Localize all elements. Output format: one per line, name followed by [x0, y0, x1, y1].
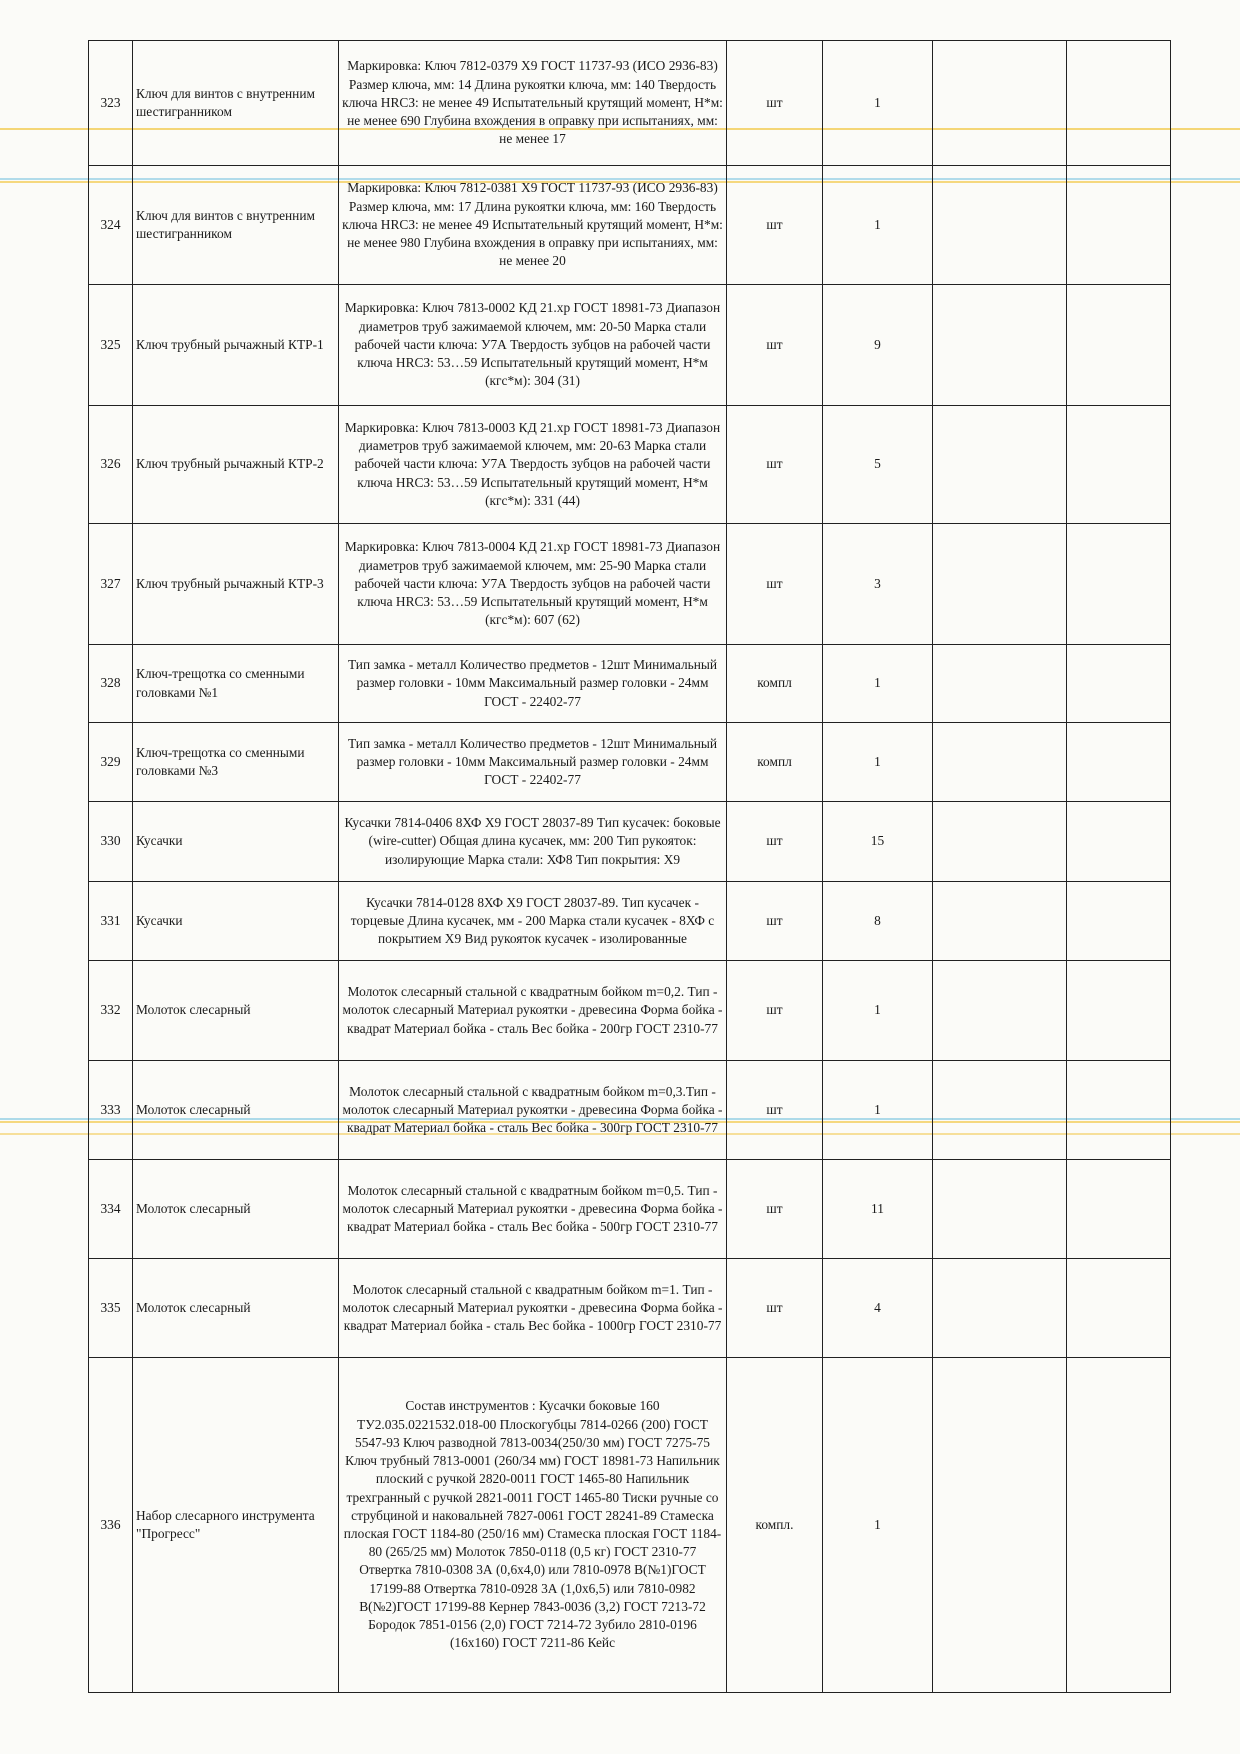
table-row [89, 1061, 1171, 1160]
empty-cell [1067, 1358, 1171, 1693]
item-unit: шт [727, 1259, 823, 1358]
table-row [89, 285, 1171, 406]
specification-table [88, 40, 1171, 1693]
empty-cell [1067, 1061, 1171, 1160]
table-row [89, 406, 1171, 524]
empty-cell [933, 1160, 1067, 1259]
item-description: Маркировка: Ключ 7813-0004 КД 21.хр ГОСТ 18981-73 Диапазон диаметров труб зажимаемой ключем, мм: 25-90 Марка стали рабочей части ключа: У7А Твердость зубцов на рабочей части ключа HRCЗ: 53…59 Испытательный крутящий момент, Н*м (кгс*м): 607 (62) [339, 524, 727, 645]
empty-cell [933, 1358, 1067, 1693]
empty-cell [1067, 1160, 1171, 1259]
empty-cell [1067, 285, 1171, 406]
item-name: Ключ трубный рычажный КТР-2 [133, 406, 339, 524]
empty-cell [933, 41, 1067, 166]
item-name: Ключ трубный рычажный КТР-3 [133, 524, 339, 645]
item-quantity: 1 [823, 1358, 933, 1693]
table-row [89, 1160, 1171, 1259]
item-description: Маркировка: Ключ 7812-0381 Х9 ГОСТ 11737-93 (ИСО 2936-83) Размер ключа, мм: 17 Длина рукоятки ключа, мм: 160 Твердость ключа HRCЗ: не менее 49 Испытательный крутящий момент, Н*м: не менее 980 Глубина вхождения в оправку при испытаниях, мм: не менее 20 [339, 166, 727, 285]
empty-cell [933, 285, 1067, 406]
item-name: Кусачки [133, 882, 339, 961]
table-row [89, 41, 1171, 166]
item-name: Ключ трубный рычажный КТР-1 [133, 285, 339, 406]
empty-cell [933, 166, 1067, 285]
item-name: Набор слесарного инструмента "Прогресс" [133, 1358, 339, 1693]
item-name: Ключ для винтов с внутренним шестигранником [133, 41, 339, 166]
row-number: 327 [89, 524, 133, 645]
row-number: 330 [89, 802, 133, 882]
row-number: 332 [89, 961, 133, 1061]
empty-cell [933, 1259, 1067, 1358]
item-quantity: 1 [823, 41, 933, 166]
item-unit: компл. [727, 1358, 823, 1693]
item-description: Молоток слесарный стальной с квадратным бойком m=0,2. Тип - молоток слесарный Материал рукоятки - древесина Форма бойка - квадрат Материал бойка - сталь Вес бойка - 200гр ГОСТ 2310-77 [339, 961, 727, 1061]
empty-cell [1067, 524, 1171, 645]
row-number: 325 [89, 285, 133, 406]
table-row [89, 802, 1171, 882]
empty-cell [933, 645, 1067, 723]
table-row [89, 882, 1171, 961]
row-number: 323 [89, 41, 133, 166]
row-number: 336 [89, 1358, 133, 1693]
item-description: Тип замка - металл Количество предметов - 12шт Минимальный размер головки - 10мм Максимальный размер головки - 24мм ГОСТ - 22402-77 [339, 645, 727, 723]
item-name: Ключ-трещотка со сменными головками №3 [133, 723, 339, 802]
item-description: Молоток слесарный стальной с квадратным бойком m=1. Тип - молоток слесарный Материал рукоятки - древесина Форма бойка - квадрат Материал бойка - сталь Вес бойка - 1000гр ГОСТ 2310-77 [339, 1259, 727, 1358]
empty-cell [933, 406, 1067, 524]
item-name: Ключ для винтов с внутренним шестигранником [133, 166, 339, 285]
empty-cell [1067, 882, 1171, 961]
item-name: Молоток слесарный [133, 961, 339, 1061]
table-row [89, 723, 1171, 802]
item-unit: шт [727, 961, 823, 1061]
empty-cell [1067, 41, 1171, 166]
row-number: 324 [89, 166, 133, 285]
item-quantity: 5 [823, 406, 933, 524]
item-unit: шт [727, 166, 823, 285]
item-unit: шт [727, 882, 823, 961]
empty-cell [1067, 1259, 1171, 1358]
empty-cell [1067, 166, 1171, 285]
row-number: 335 [89, 1259, 133, 1358]
item-quantity: 1 [823, 961, 933, 1061]
item-description: Маркировка: Ключ 7812-0379 Х9 ГОСТ 11737-93 (ИСО 2936-83) Размер ключа, мм: 14 Длина рукоятки ключа, мм: 140 Твердость ключа HRCЗ: не менее 49 Испытательный крутящий момент, Н*м: не менее 690 Глубина вхождения в оправку при испытаниях, мм: не менее 17 [339, 41, 727, 166]
table-row [89, 1259, 1171, 1358]
item-unit: шт [727, 1061, 823, 1160]
item-description: Молоток слесарный стальной с квадратным бойком m=0,5. Тип - молоток слесарный Материал рукоятки - древесина Форма бойка - квадрат Материал бойка - сталь Вес бойка - 500гр ГОСТ 2310-77 [339, 1160, 727, 1259]
empty-cell [1067, 802, 1171, 882]
empty-cell [1067, 645, 1171, 723]
empty-cell [933, 524, 1067, 645]
item-description: Состав инструментов : Кусачки боковые 160 ТУ2.035.0221532.018-00 Плоскогубцы 7814-0266 (200) ГОСТ 5547-93 Ключ разводной 7813-0034(250/30 мм) ГОСТ 7275-75 Ключ трубный 7813-0001 (260/34 мм) ГОСТ 18981-73 Напильник плоский с ручкой 2820-0011 ГОСТ 1465-80 Напильник трехгранный с ручкой 2821-0011 ГОСТ 1465-80 Тиски ручные со струбциной и наковальней 7827-0061 ГОСТ 28241-89 Стамеска плоская ГОСТ 1184-80 (250/16 мм) Стамеска плоская ГОСТ 1184-80 (265/25 мм) Молоток 7850-0118 (0,5 кг) ГОСТ 2310-77 Отвертка 7810-0308 3А (0,6х4,0) или 7810-0978 В(№1)ГОСТ 17199-88 Отвертка 7810-0928 3А (1,0х6,5) или 7810-0982 В(№2)ГОСТ 17199-88 Кернер 7843-0036 (3,2) ГОСТ 7213-72 Бородок 7851-0156 (2,0) ГОСТ 7214-72 Зубило 2810-0196 (16х160) ГОСТ 7211-86 Кейс [339, 1358, 727, 1693]
item-unit: шт [727, 1160, 823, 1259]
row-number: 328 [89, 645, 133, 723]
empty-cell [933, 723, 1067, 802]
item-unit: шт [727, 524, 823, 645]
empty-cell [1067, 406, 1171, 524]
item-name: Молоток слесарный [133, 1259, 339, 1358]
item-quantity: 1 [823, 1061, 933, 1160]
item-unit: шт [727, 41, 823, 166]
item-quantity: 15 [823, 802, 933, 882]
table-row [89, 524, 1171, 645]
item-name: Молоток слесарный [133, 1061, 339, 1160]
empty-cell [1067, 723, 1171, 802]
item-quantity: 4 [823, 1259, 933, 1358]
item-description: Маркировка: Ключ 7813-0002 КД 21.хр ГОСТ 18981-73 Диапазон диаметров труб зажимаемой ключем, мм: 20-50 Марка стали рабочей части ключа: У7А Твердость зубцов на рабочей части ключа HRCЗ: 53…59 Испытательный крутящий момент, Н*м (кгс*м): 304 (31) [339, 285, 727, 406]
item-description: Кусачки 7814-0406 8ХФ Х9 ГОСТ 28037-89 Тип кусачек: боковые (wire-cutter) Общая длина кусачек, мм: 200 Тип рукояток: изолирующие Марка стали: ХФ8 Тип покрытия: Х9 [339, 802, 727, 882]
row-number: 331 [89, 882, 133, 961]
item-quantity: 9 [823, 285, 933, 406]
table-row [89, 166, 1171, 285]
empty-cell [933, 961, 1067, 1061]
empty-cell [933, 1061, 1067, 1160]
item-quantity: 8 [823, 882, 933, 961]
item-quantity: 1 [823, 166, 933, 285]
empty-cell [933, 882, 1067, 961]
item-quantity: 11 [823, 1160, 933, 1259]
item-quantity: 1 [823, 723, 933, 802]
item-unit: шт [727, 285, 823, 406]
item-description: Тип замка - металл Количество предметов - 12шт Минимальный размер головки - 10мм Максимальный размер головки - 24мм ГОСТ - 22402-77 [339, 723, 727, 802]
item-quantity: 3 [823, 524, 933, 645]
row-number: 333 [89, 1061, 133, 1160]
row-number: 326 [89, 406, 133, 524]
item-description: Кусачки 7814-0128 8ХФ Х9 ГОСТ 28037-89. Тип кусачек - торцевые Длина кусачек, мм - 200 Марка стали кусачек - 8ХФ с покрытием Х9 Вид рукояток кусачек - изолированные [339, 882, 727, 961]
item-name: Молоток слесарный [133, 1160, 339, 1259]
empty-cell [1067, 961, 1171, 1061]
item-name: Кусачки [133, 802, 339, 882]
table-row [89, 961, 1171, 1061]
item-name: Ключ-трещотка со сменными головками №1 [133, 645, 339, 723]
row-number: 334 [89, 1160, 133, 1259]
empty-cell [933, 802, 1067, 882]
item-unit: компл [727, 645, 823, 723]
table-row [89, 1358, 1171, 1693]
table-row [89, 645, 1171, 723]
item-unit: компл [727, 723, 823, 802]
item-quantity: 1 [823, 645, 933, 723]
row-number: 329 [89, 723, 133, 802]
item-unit: шт [727, 802, 823, 882]
item-unit: шт [727, 406, 823, 524]
item-description: Маркировка: Ключ 7813-0003 КД 21.хр ГОСТ 18981-73 Диапазон диаметров труб зажимаемой ключем, мм: 20-63 Марка стали рабочей части ключа: У7А Твердость зубцов на рабочей части ключа HRCЗ: 53…59 Испытательный крутящий момент, Н*м (кгс*м): 331 (44) [339, 406, 727, 524]
item-description: Молоток слесарный стальной с квадратным бойком m=0,3.Тип - молоток слесарный Материал рукоятки - древесина Форма бойка - квадрат Материал бойка - сталь Вес бойка - 300гр ГОСТ 2310-77 [339, 1061, 727, 1160]
